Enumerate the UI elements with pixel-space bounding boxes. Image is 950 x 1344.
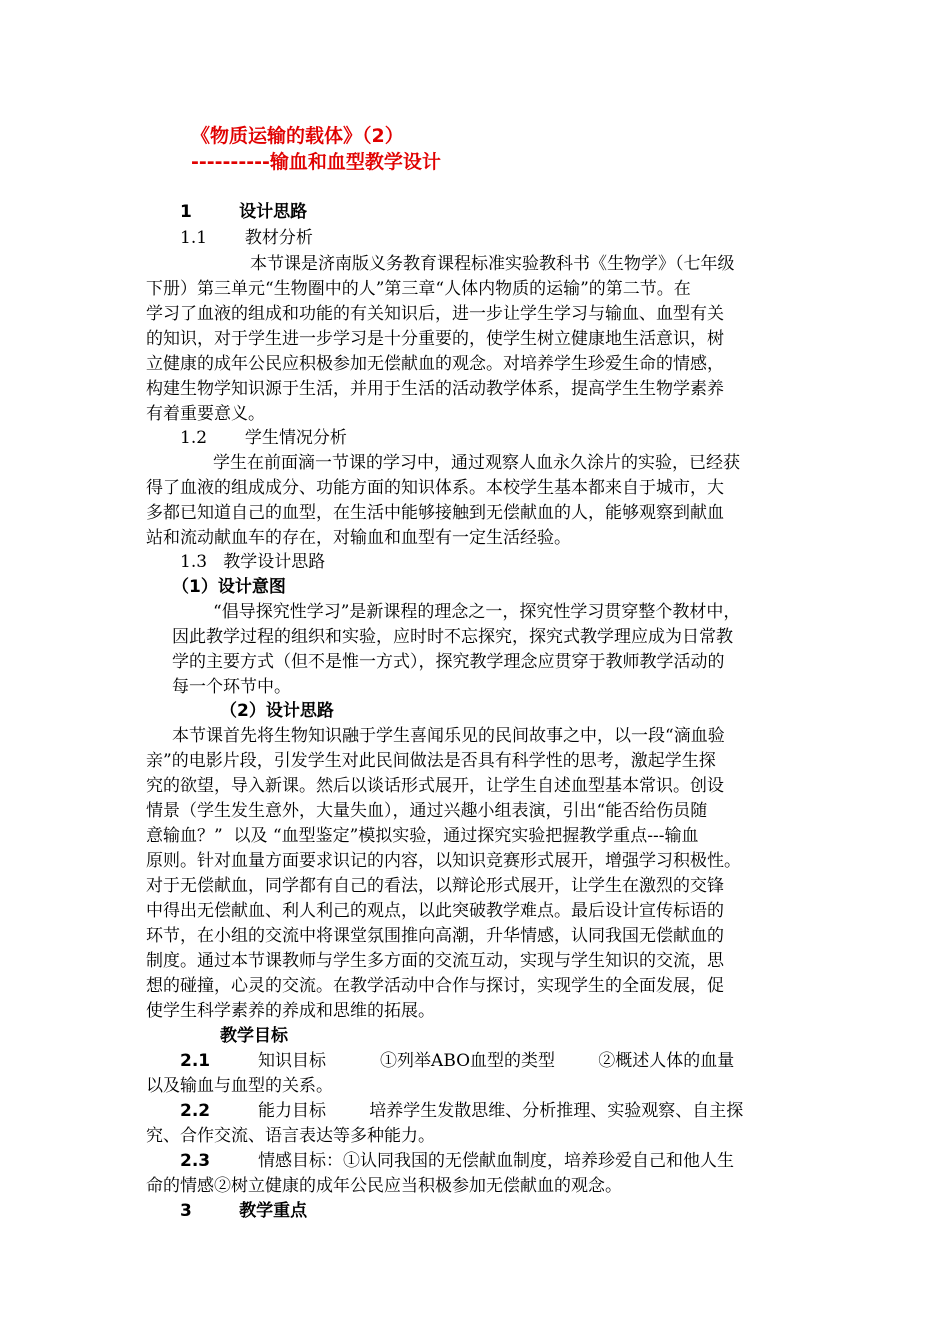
section-1-2-heading: 1.2 学生情况分析	[180, 428, 347, 448]
paragraph-line: 意输血？” 以及 “血型鉴定”模拟实验，通过探究实验把握教学重点---输血	[146, 826, 699, 846]
goal-2-2-text: 能力目标 培养学生发散思维、分析推理、实验观察、自主探	[258, 1101, 744, 1121]
goal-2-1-number: 2.1	[180, 1051, 211, 1071]
paragraph-line: 多都已知道自己的血型，在生活中能够接触到无偿献血的人，能够观察到献血	[146, 503, 724, 523]
paragraph-line: 下册）第三单元“生物圈中的人”第三章“人体内物质的运输”的第二节。在	[146, 279, 691, 299]
paragraph-line: 使学生科学素养的养成和思维的拓展。	[146, 1001, 435, 1021]
section-1-3-heading: 1.3 教学设计思路	[180, 552, 326, 572]
paragraph-line: 究的欲望，导入新课。然后以谈话形式展开，让学生自述血型基本常识。创设	[146, 776, 724, 796]
section-1-1-heading: 1.1 教材分析	[180, 228, 313, 248]
paragraph-line: 原则。针对血量方面要求识记的内容，以知识竞赛形式展开，增强学习积极性。	[146, 851, 741, 871]
goal-2-2-text-cont: 究、合作交流、语言表达等多种能力。	[146, 1126, 435, 1146]
goal-2-2-number: 2.2	[180, 1101, 211, 1121]
paragraph-line: 学习了血液的组成和功能的有关知识后，进一步让学生学习与输血、血型有关	[146, 304, 724, 324]
goal-2-1-text: 知识目标 ①列举ABO血型的类型 ②概述人体的血量	[258, 1051, 735, 1071]
goal-2-3-text: 情感目标：①认同我国的无偿献血制度，培养珍爱自己和他人生	[258, 1151, 734, 1171]
paragraph-line: 对于无偿献血，同学都有自己的看法，以辩论形式展开，让学生在激烈的交锋	[146, 876, 724, 896]
doc-title-line2: ----------输血和血型教学设计	[191, 151, 441, 173]
paragraph-line: 的知识，对于学生进一步学习是十分重要的，使学生树立健康地生活意识，树	[146, 329, 724, 349]
paragraph-line: 有着重要意义。	[146, 404, 265, 424]
goal-2-1-text-cont: 以及输血与血型的关系。	[146, 1076, 333, 1096]
paragraph-line: 学的主要方式（但不是惟一方式），探究教学理念应贯穿于教师教学活动的	[172, 652, 725, 672]
section-1-heading: 1 设计思路	[180, 202, 308, 222]
paragraph-line: 想的碰撞，心灵的交流。在教学活动中合作与探讨，实现学生的全面发展，促	[146, 976, 724, 996]
paragraph-line: 立健康的成年公民应积极参加无偿献血的观念。对培养学生珍爱生命的情感，	[146, 354, 724, 374]
section-3-heading: 3 教学重点	[180, 1201, 308, 1221]
design-approach-heading: （2）设计思路	[220, 701, 334, 721]
goal-2-3-number: 2.3	[180, 1151, 211, 1171]
paragraph-line: 得了血液的组成成分、功能方面的知识体系。本校学生基本都来自于城市，大	[146, 478, 724, 498]
paragraph-line: 亲”的电影片段，引发学生对此民间做法是否具有科学性的思考，激起学生探	[146, 751, 716, 771]
paragraph-line: 每一个环节中。	[172, 677, 291, 697]
paragraph-line: “倡导探究性学习”是新课程的理念之一，探究性学习贯穿整个教材中，	[213, 602, 741, 622]
section-2-heading: 教学目标	[220, 1026, 288, 1046]
paragraph-line: 制度。通过本节课教师与学生多方面的交流互动，实现与学生知识的交流，思	[146, 951, 724, 971]
paragraph-line: 情景（学生发生意外，大量失血），通过兴趣小组表演，引出“能否给伤员随	[146, 801, 708, 821]
paragraph-line: 因此教学过程的组织和实验，应时时不忘探究，探究式教学理应成为日常教	[172, 627, 733, 647]
paragraph-line: 构建生物学知识源于生活，并用于生活的活动教学体系，提高学生生物学素养	[146, 379, 724, 399]
goal-2-3-text-cont: 命的情感②树立健康的成年公民应当积极参加无偿献血的观念。	[146, 1176, 622, 1196]
paragraph-line: 环节，在小组的交流中将课堂氛围推向高潮，升华情感，认同我国无偿献血的	[146, 926, 724, 946]
paragraph-line: 学生在前面滴一节课的学习中，通过观察人血永久涂片的实验，已经获	[213, 453, 740, 473]
design-intent-heading: （1）设计意图	[172, 577, 286, 597]
doc-title-line1: 《物质运输的载体》（2）	[191, 125, 404, 147]
paragraph-line: 站和流动献血车的存在，对输血和血型有一定生活经验。	[146, 528, 571, 548]
paragraph-line: 本节课首先将生物知识融于学生喜闻乐见的民间故事之中，以一段“滴血验	[172, 726, 725, 746]
paragraph-line: 本节课是济南版义务教育课程标准实验教科书《生物学》（七年级	[250, 254, 735, 274]
paragraph-line: 中得出无偿献血、利人利己的观点，以此突破教学难点。最后设计宣传标语的	[146, 901, 724, 921]
